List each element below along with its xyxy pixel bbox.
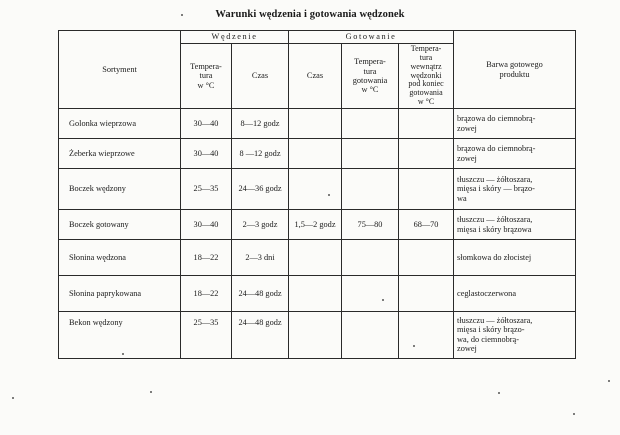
cell-sortyment: Słonina wędzona	[59, 240, 181, 276]
cell-czas-wedzenie: 2—3 dni	[232, 240, 289, 276]
scan-speck	[498, 392, 500, 394]
cell-temp-wewnatrz	[399, 276, 454, 312]
cell-temp-gotowanie	[342, 312, 399, 359]
cell-sortyment: Golonka wieprzowa	[59, 109, 181, 139]
cell-czas-wedzenie: 24—48 godz	[232, 276, 289, 312]
cell-temp-wedzenie: 30—40	[181, 210, 232, 240]
cell-temp-gotowanie: 75—80	[342, 210, 399, 240]
cell-temp-gotowanie	[342, 139, 399, 169]
smoking-conditions-table	[58, 30, 576, 359]
cell-czas-gotowanie	[289, 109, 342, 139]
scan-speck	[573, 413, 575, 415]
header-sortyment: Sortyment	[59, 31, 181, 109]
cell-czas-wedzenie: 24—48 godz	[232, 312, 289, 359]
cell-temp-wedzenie: 30—40	[181, 109, 232, 139]
table-row	[59, 276, 576, 312]
cell-barwa: tłuszczu — żółtoszara, mięsa i skóry brązo- wa, do ciemnobrą- zowej	[454, 312, 576, 359]
table-row	[59, 312, 576, 359]
cell-czas-gotowanie	[289, 240, 342, 276]
cell-czas-gotowanie	[289, 139, 342, 169]
header-barwa: Barwa gotowego produktu	[454, 31, 576, 109]
header-temp-wewnatrz: Tempera- tura wewnątrz wędzonki pod koniec gotowania w °C	[399, 44, 454, 109]
cell-temp-wedzenie: 25—35	[181, 169, 232, 210]
cell-czas-gotowanie	[289, 276, 342, 312]
scan-speck	[150, 391, 152, 393]
cell-czas-gotowanie	[289, 169, 342, 210]
cell-barwa: słomkowa do złocistej	[454, 240, 576, 276]
cell-sortyment: Żeberka wieprzowe	[59, 139, 181, 169]
header-wedzenie: Wędzenie	[181, 31, 289, 44]
scan-speck	[413, 345, 415, 347]
cell-czas-wedzenie: 8—12 godz	[232, 109, 289, 139]
cell-sortyment: Bekon wędzony	[59, 312, 181, 359]
cell-barwa: tłuszczu — żółtoszara, mięsa i skóry — brązo- wa	[454, 169, 576, 210]
cell-barwa: brązowa do ciemnobrą- zowej	[454, 109, 576, 139]
cell-sortyment: Słonina paprykowana	[59, 276, 181, 312]
cell-temp-gotowanie	[342, 276, 399, 312]
page-title: Warunki wędzenia i gotowania wędzonek	[215, 9, 405, 20]
cell-barwa: tłuszczu — żółtoszara, mięsa i skóry brązowa	[454, 210, 576, 240]
cell-sortyment: Boczek wędzony	[59, 169, 181, 210]
cell-temp-wewnatrz	[399, 312, 454, 359]
cell-barwa: brązowa do ciemnobrą- zowej	[454, 139, 576, 169]
cell-czas-gotowanie: 1,5—2 godz	[289, 210, 342, 240]
cell-czas-wedzenie: 24—36 godz	[232, 169, 289, 210]
table-row	[59, 109, 576, 139]
cell-czas-gotowanie	[289, 312, 342, 359]
header-temp-wedzenie: Tempera- tura w °C	[181, 44, 232, 109]
cell-temp-gotowanie	[342, 240, 399, 276]
scan-speck	[608, 380, 610, 382]
cell-sortyment: Boczek gotowany	[59, 210, 181, 240]
header-gotowanie: Gotowanie	[289, 31, 454, 44]
scan-speck	[12, 397, 14, 399]
cell-temp-wewnatrz	[399, 139, 454, 169]
cell-barwa: ceglastoczerwona	[454, 276, 576, 312]
cell-temp-gotowanie	[342, 109, 399, 139]
scan-speck	[122, 353, 124, 355]
cell-temp-gotowanie	[342, 169, 399, 210]
scan-speck	[181, 14, 183, 16]
scan-speck	[328, 194, 330, 196]
table-row	[59, 210, 576, 240]
header-czas-gotowanie: Czas	[289, 44, 342, 109]
cell-temp-wedzenie: 18—22	[181, 276, 232, 312]
cell-czas-wedzenie: 8 —12 godz	[232, 139, 289, 169]
cell-temp-wedzenie: 25—35	[181, 312, 232, 359]
table-row	[59, 139, 576, 169]
cell-temp-wewnatrz	[399, 240, 454, 276]
cell-czas-wedzenie: 2—3 godz	[232, 210, 289, 240]
table-row	[59, 169, 576, 210]
header-temp-gotowanie: Tempera- tura gotowania w °C	[342, 44, 399, 109]
cell-temp-wewnatrz: 68—70	[399, 210, 454, 240]
cell-temp-wedzenie: 18—22	[181, 240, 232, 276]
cell-temp-wewnatrz	[399, 109, 454, 139]
header-czas-wedzenie: Czas	[232, 44, 289, 109]
cell-temp-wewnatrz	[399, 169, 454, 210]
table-row	[59, 240, 576, 276]
scan-speck	[382, 299, 384, 301]
cell-temp-wedzenie: 30—40	[181, 139, 232, 169]
